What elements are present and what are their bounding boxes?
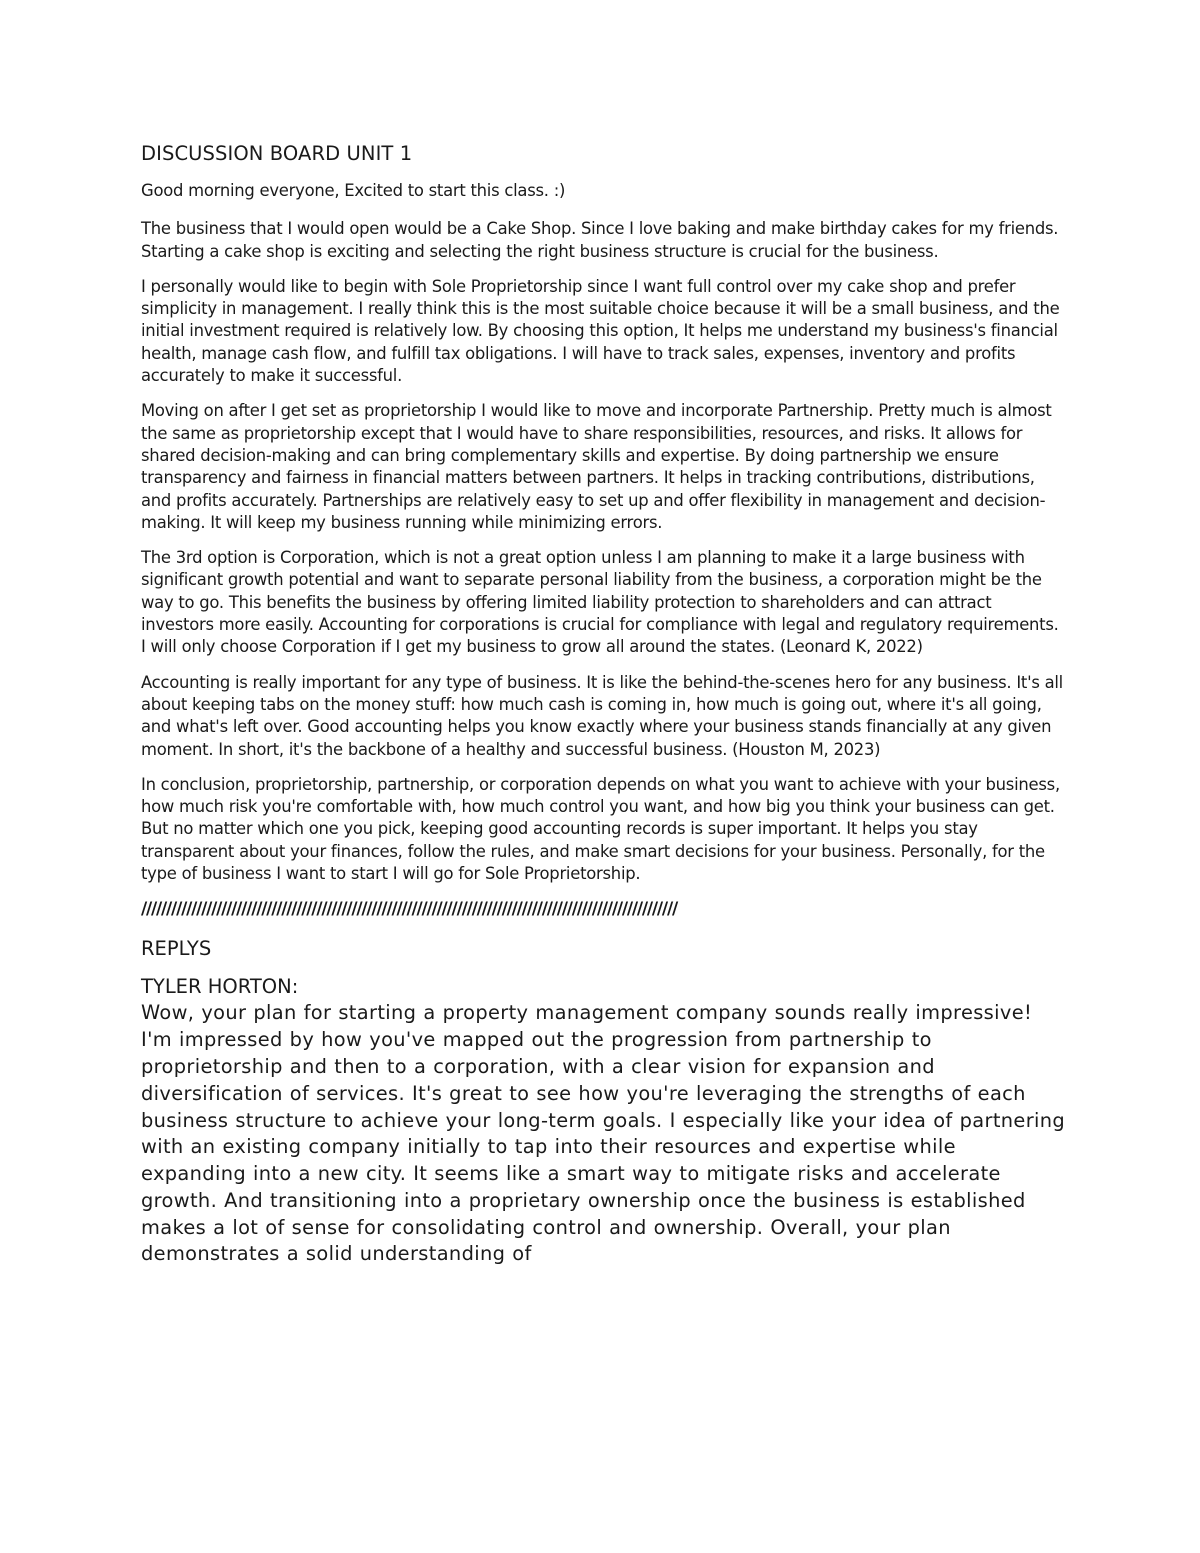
reply-block (141, 974, 1066, 1268)
paragraph-conclusion: In conclusion, proprietorship, partnership, or corporation depends on what you want to achieve with your business, how much risk you're comfortable with, how much control you want, and how big you think your business can get. But no matter which one you pick, keeping good accounting records is super important. It helps you stay transparent about your finances, follow the rules, and make smart decisions for your business. Personally, for the type of business I want to start I will go for Sole Proprietorship. (141, 774, 1060, 884)
paragraph-corporation: The 3rd option is Corporation, which is not a great option unless I am planning to make it a large business with significant growth potential and want to separate personal liability from the business, a corporation might be the way to go. This benefits the business by offering limited liability protection to shareholders and can attract investors more easily. Accounting for corporations is crucial for compliance with legal and regulatory requirements. I will only choose Corporation if I get my business to grow all around the states. (Leonard K, 2022) (141, 548, 1059, 657)
paragraph-greeting: Good morning everyone, Excited to start this class. :) (141, 181, 566, 200)
reply-body: Wow, your plan for starting a property management company sounds really impressive! I'm impressed by how you've mapped out the progression from partnership to proprietorship and then to a corporation, with a clear vision for expansion and diversification of services. It's great to see how you're leveraging the strengths of each business structure to achieve your long-term goals. I especially like your idea of partnering with an existing company initially to tap into their resources and expertise while expanding into a new city. It seems like a smart way to mitigate risks and accelerate growth. And transitioning into a proprietary ownership once the business is established makes a lot of sense for consolidating control and ownership. Overall, your plan demonstrates a solid understanding of (141, 1001, 1066, 1266)
slash-divider: /////////////////////////////////////////////////////////////////////////////////////////////////////////// (141, 899, 677, 920)
replies-heading: REPLYS (141, 937, 212, 961)
reply-author: TYLER HORTON: (141, 975, 299, 999)
document-page (141, 140, 1066, 1268)
document-title: DISCUSSION BOARD UNIT 1 (141, 142, 413, 165)
paragraph-business-idea: The business that I would open would be a Cake Shop. Since I love baking and make birthday cakes for my friends. Starting a cake shop is exciting and selecting the right business structure is crucial for the business. (141, 219, 1059, 261)
paragraph-partnership: Moving on after I get set as proprietorship I would like to move and incorporate Partnership. Pretty much is almost the same as proprietorship except that I would have to share responsibilities, resources, and risks. It allows for shared decision-making and can bring complementary skills and expertise. By doing partnership we ensure transparency and fairness in financial matters between partners. It helps in tracking contributions, distributions, and profits accurately. Partnerships are relatively easy to set up and offer flexibility in management and decision-making. It will keep my business running while minimizing errors. (141, 401, 1052, 532)
paragraph-accounting: Accounting is really important for any type of business. It is like the behind-the-scenes hero for any business. It's all about keeping tabs on the money stuff: how much cash is coming in, how much is going out, where it's all going, and what's left over. Good accounting helps you know exactly where your business stands financially at any given moment. In short, it's the backbone of a healthy and successful business. (Houston M, 2023) (141, 672, 1063, 759)
paragraph-sole-proprietorship: I personally would like to begin with Sole Proprietorship since I want full control over my cake shop and prefer simplicity in management. I really think this is the most suitable choice because it will be a small business, and the initial investment required is relatively low. By choosing this option, It helps me understand my business's financial health, manage cash flow, and fulfill tax obligations. I will have to track sales, expenses, inventory and profits accurately to make it successful. (141, 276, 1060, 386)
